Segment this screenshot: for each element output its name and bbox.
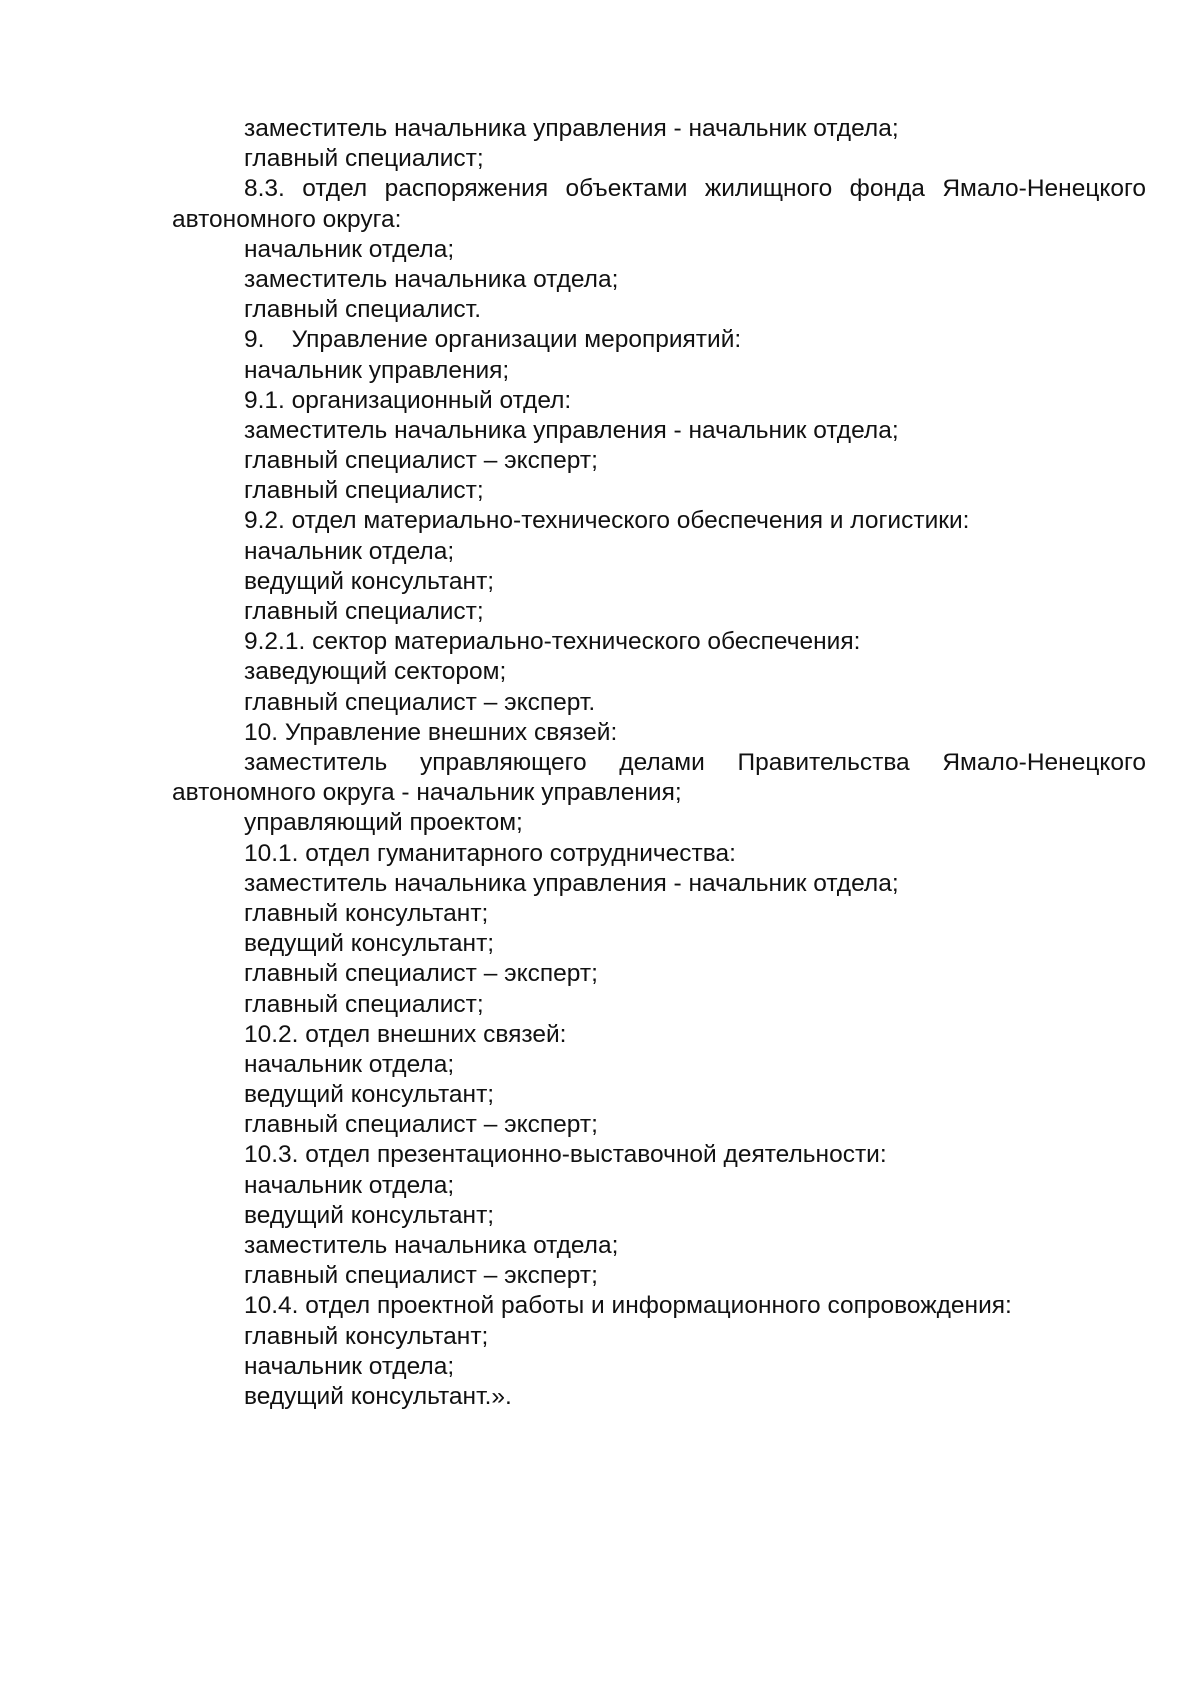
text-line: главный консультант; bbox=[244, 1322, 489, 1350]
text-line: заместитель начальника управления - начальник отдела; bbox=[244, 869, 899, 897]
text-line: главный специалист; bbox=[244, 145, 484, 173]
section-heading: 10. Управление внешних связей: bbox=[244, 718, 618, 746]
text-line: ведущий консультант; bbox=[244, 930, 495, 958]
text-line: главный специалист – эксперт; bbox=[244, 447, 598, 475]
text-line: ведущий консультант.». bbox=[244, 1382, 512, 1410]
text-line: главный специалист; bbox=[244, 598, 484, 626]
text-line: главный специалист. bbox=[244, 296, 481, 324]
text-line: главный специалист; bbox=[244, 477, 484, 505]
section-heading: 10.1. отдел гуманитарного сотрудничества: bbox=[244, 839, 736, 867]
text-line: главный специалист – эксперт; bbox=[244, 1262, 598, 1290]
text-line: главный специалист – эксперт; bbox=[244, 960, 598, 988]
text-line: заведующий сектором; bbox=[244, 658, 507, 686]
text-line: ведущий консультант; bbox=[244, 1201, 495, 1229]
text-line: начальник отдела; bbox=[244, 1171, 455, 1199]
text-line: ведущий консультант; bbox=[244, 1081, 495, 1109]
text-line: заместитель начальника отдела; bbox=[244, 265, 619, 293]
text-paragraph: заместитель управляющего делами Правительства Ямало-Ненецкого автономного округа - начальник управления; bbox=[172, 748, 1146, 807]
text-line: начальник отдела; bbox=[244, 1352, 455, 1380]
text-line: начальник отдела; bbox=[244, 1050, 455, 1078]
section-heading: 9.1. организационный отдел: bbox=[244, 386, 572, 414]
section-heading: 10.4. отдел проектной работы и информационного сопровождения: bbox=[244, 1292, 1012, 1320]
document-body bbox=[172, 114, 1146, 1412]
text-line: начальник управления; bbox=[244, 356, 510, 384]
text-line: главный специалист – эксперт; bbox=[244, 1111, 598, 1139]
text-line: начальник отдела; bbox=[244, 235, 455, 263]
text-line: заместитель начальника управления - начальник отдела; bbox=[244, 115, 899, 142]
text-line: ведущий консультант; bbox=[244, 567, 495, 595]
text-paragraph: 8.3. отдел распоряжения объектами жилищного фонда Ямало-Ненецкого автономного округа: bbox=[172, 175, 1146, 233]
section-heading: 10.2. отдел внешних связей: bbox=[244, 1020, 567, 1048]
text-line: начальник отдела; bbox=[244, 537, 455, 565]
section-heading: 9.2.1. сектор материально-технического обеспечения: bbox=[244, 628, 861, 656]
text-line: главный консультант; bbox=[244, 899, 489, 927]
section-heading: 9.2. отдел материально-технического обеспечения и логистики: bbox=[244, 507, 970, 535]
section-heading: 10.3. отдел презентационно-выставочной деятельности: bbox=[244, 1141, 887, 1169]
text-line: главный специалист – эксперт. bbox=[244, 688, 596, 716]
text-line: управляющий проектом; bbox=[244, 809, 523, 837]
text-line: главный специалист; bbox=[244, 990, 484, 1018]
text-line: заместитель начальника отдела; bbox=[244, 1232, 619, 1259]
section-heading: 9. Управление организации мероприятий: bbox=[244, 326, 742, 354]
text-line: заместитель начальника управления - начальник отдела; bbox=[244, 416, 899, 444]
